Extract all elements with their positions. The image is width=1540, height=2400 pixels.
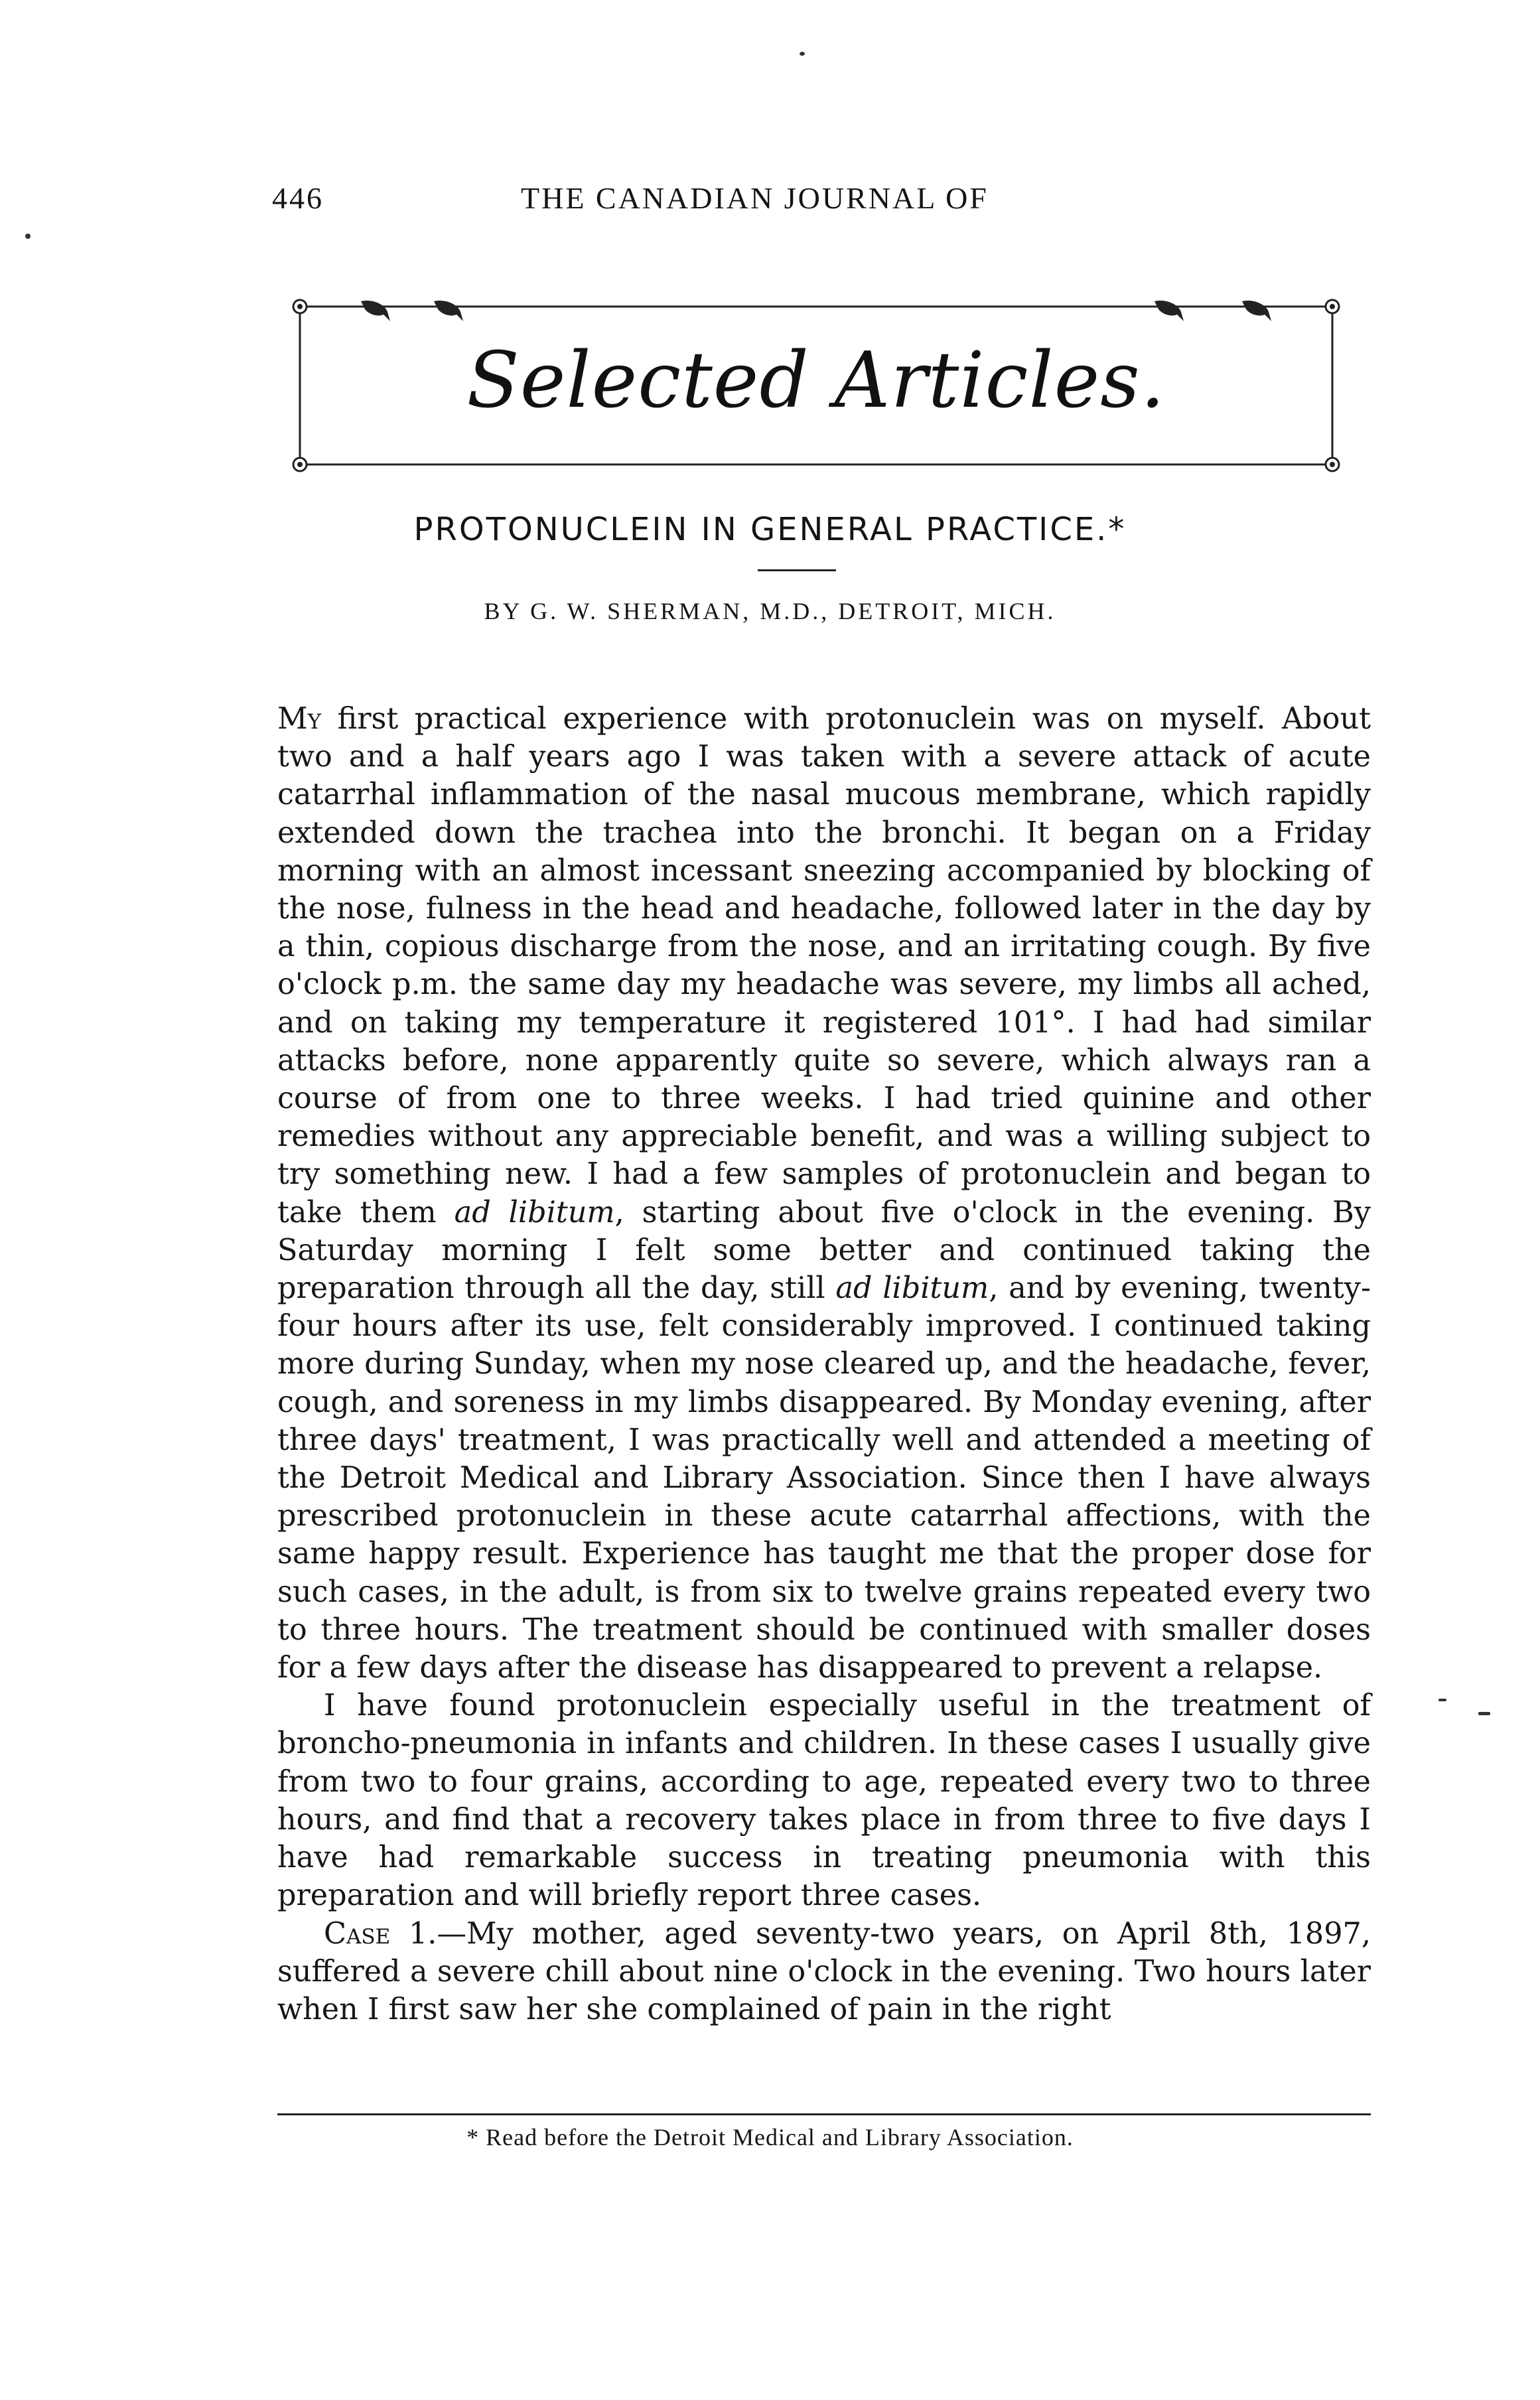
section-banner [291, 297, 1342, 474]
footnote-rule [277, 2113, 1371, 2115]
paragraph-text: first practical experience with protonuclein was on myself. About two and a half years ago I was taken with a severe attack of acute catarrhal inflammation of the nasal mucous membrane, which rapidly extended down the trachea into the bronchi. It began on a Friday morning with an almost incessant sneezing accompanied by blocking of the nose, fulness in the head and headache, followed later in the day by a thin, copious discharge from the nose, and an irritating cough. By five o'clock p.m. the same day my headache was severe, my limbs all ached, and on taking my temperature it registered 101°. I had had similar attacks before, none apparently quite so severe, which always ran a course of from one to three weeks. I had tried quinine and other remedies without any appreciable benefit, and was a willing subject to try something new. I had a few samples of protonuclein and began to take them [277, 702, 1371, 1230]
article-body [277, 700, 1371, 2028]
byline: BY G. W. SHERMAN, M.D., DETROIT, MICH. [484, 598, 1056, 624]
print-speck [1478, 1712, 1490, 1715]
paragraph-text: —My mother, aged seventy-two years, on April 8th, 1897, suffered a severe chill about nine o'clock in the evening. Two hours later when I first saw her she complained of pain in the right [277, 1916, 1371, 2026]
leaf-ornament-icon [1152, 297, 1186, 324]
section-title: Selected Articles. [466, 336, 1166, 425]
paragraph-1 [277, 700, 1371, 1687]
title-rule [758, 569, 836, 571]
paragraph-text: , starting about five o'clock in the evening. By Saturday morning I felt some better and continued taking the preparation through all the day, still [277, 1195, 1371, 1306]
lead-word: My [277, 702, 322, 736]
page-number: 446 [272, 181, 324, 215]
italic-phrase: ad libitum [454, 1195, 615, 1230]
journal-title: THE CANADIAN JOURNAL OF [521, 181, 989, 215]
print-speck [1438, 1699, 1446, 1701]
case-label: Case 1. [324, 1916, 437, 1951]
paragraph-3 [277, 1915, 1371, 2029]
footnote: * Read before the Detroit Medical and Library Association. [466, 2124, 1074, 2151]
print-speck [25, 234, 31, 239]
italic-phrase: ad libitum [835, 1271, 989, 1306]
paragraph-2: I have found protonuclein especially useful in the treatment of broncho-pneumonia in infants and children. In these cases I usually give from two to four grains, according to age, repeated every two to three hours, and find that a recovery takes place in from three to five days I have had remarkable success in treating pneumonia with this preparation and will briefly report three cases. [277, 1689, 1371, 1913]
leaf-ornament-icon [431, 297, 466, 324]
leaf-ornament-icon [1239, 297, 1274, 324]
print-speck [800, 52, 805, 56]
paragraph-text: , and by evening, twenty-four hours after its use, felt considerably improved. I continued taking more during Sunday, when my nose cleared up, and the headache, fever, cough, and soreness in my limbs disappeared. By Monday evening, after three days' treatment, I was practically well and attended a meeting of the Detroit Medical and Library Association. Since then I have always prescribed protonuclein in these acute catarrhal affections, with the same happy result. Experience has taught me that the proper dose for such cases, in the adult, is from six to twelve grains repeated every two to three hours. The treatment should be continued with smaller doses for a few days after the disease has disappeared to prevent a relapse. [277, 1271, 1371, 1685]
article-title: PROTONUCLEIN IN GENERAL PRACTICE.* [413, 511, 1127, 548]
leaf-ornament-icon [358, 297, 393, 324]
